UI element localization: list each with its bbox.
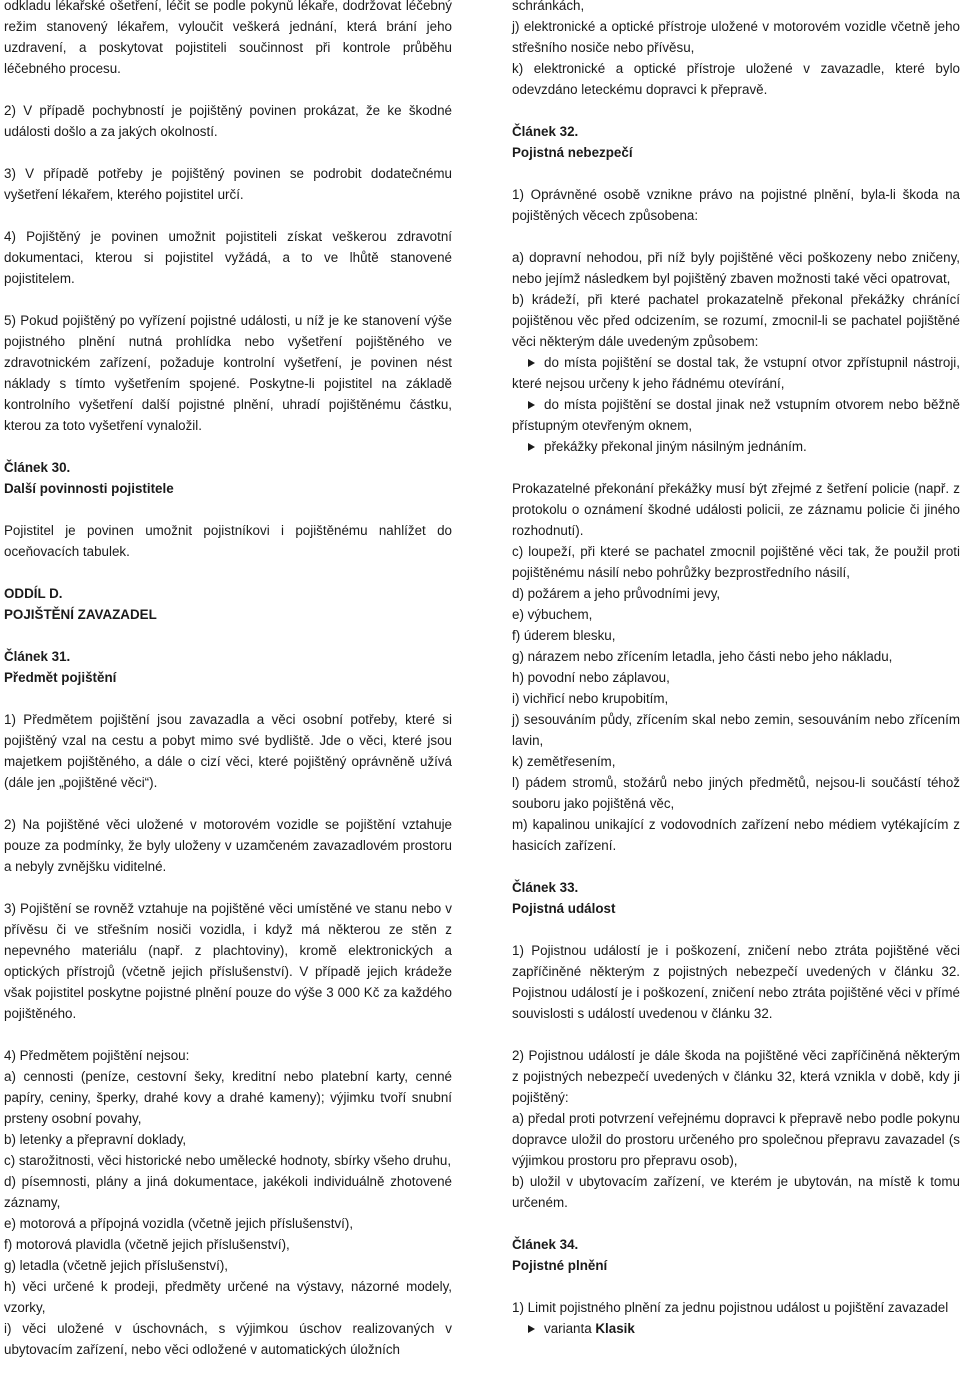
- article-number: Článek 32.: [512, 124, 579, 139]
- article-title: Předmět pojištění: [4, 670, 117, 685]
- list-item: h) věci určené k prodeji, předměty určené na výstavy, názorné modely, vzorky,: [4, 1279, 452, 1315]
- list-item: b) letenky a přepravní doklady,: [4, 1132, 187, 1147]
- list-item: m) kapalinou unikající z vodovodních zařízení nebo médiem vytékajícím z hasicích zařízení.: [512, 817, 960, 853]
- triangle-bullet-icon: [528, 1325, 535, 1333]
- list-item: i) věci uložené v úschovnách, s výjimkou úschov realizovaných v ubytovacím zařízení, nebo věci odložené v automatických úložních: [4, 1321, 452, 1357]
- list-item: a) dopravní nehodou, při níž byly pojištěné věci poškozeny nebo zničeny, nebo jejímž následkem byl pojištěný zbaven možnosti také věci opatrovat,: [512, 250, 960, 286]
- bullet-item: [512, 352, 960, 394]
- list-item: g) nárazem nebo zřícením letadla, jeho části nebo jeho nákladu,: [512, 649, 893, 664]
- list-item: f) úderem blesku,: [512, 628, 616, 643]
- paragraph: 1) Předmětem pojištění jsou zavazadla a věci osobní potřeby, které si pojištěný vzal na cestu a pobyt mimo své bydliště. Jde o věci, které jsou majetkem pojištěného, a dále o cizí věci, které pojištěný oprávněně užívá (dále jen „pojištěné věci“).: [4, 712, 452, 790]
- paragraph: 2) Pojistnou událostí je dále škoda na pojištěné věci zapříčiněná některým z pojistných nebezpečí uvedených v článku 32, která vznikla v době, kdy ji pojištěný:: [512, 1048, 960, 1105]
- article-title: Pojistná událost: [512, 901, 616, 916]
- paragraph: 2) Na pojištěné věci uložené v motorovém vozidle se pojištění vztahuje pouze za podmínky, že byly uloženy v uzamčeném zavazadlovém prostoru a nebyly zvnějšku viditelné.: [4, 817, 452, 874]
- bullet-item: [512, 394, 960, 436]
- article-title: Pojistná nebezpečí: [512, 145, 633, 160]
- list-item: f) motorová plavidla (včetně jejich příslušenství),: [4, 1237, 290, 1252]
- list-item: h) povodní nebo záplavou,: [512, 670, 670, 685]
- list-item: e) motorová a přípojná vozidla (včetně jejich příslušenství),: [4, 1216, 354, 1231]
- paragraph: 1) Oprávněné osobě vznikne právo na pojistné plnění, byla-li škoda na pojištěných věcech způsobena:: [512, 187, 960, 223]
- list-item: a) cennosti (peníze, cestovní šeky, kreditní nebo platební karty, cenné papíry, ceniny, šperky, drahé kovy a drahé kameny); výjimku tvoří snubní prsteny osobní povahy,: [4, 1069, 452, 1126]
- paragraph: 4) Předmětem pojištění nejsou:: [4, 1048, 190, 1063]
- bullet-text: varianta: [544, 1321, 592, 1336]
- section-number: ODDÍL D.: [4, 586, 63, 601]
- article-number: Článek 31.: [4, 649, 71, 664]
- paragraph: Prokazatelné překonání překážky musí být zřejmé z šetření policie (např. z protokolu o oznámení škodné události policii, ze záznamu policie či jiného rozhodnutí).: [512, 481, 960, 538]
- triangle-bullet-icon: [528, 359, 535, 367]
- list-item: j) sesouváním půdy, zřícením skal nebo zemin, sesouváním nebo zřícením lavin,: [512, 712, 960, 748]
- list-item: e) výbuchem,: [512, 607, 593, 622]
- article-title: Pojistné plnění: [512, 1258, 608, 1273]
- article-number: Článek 34.: [512, 1237, 579, 1252]
- triangle-bullet-icon: [528, 401, 535, 409]
- paragraph: 3) Pojištění se rovněž vztahuje na pojištěné věci umístěné ve stanu nebo v přívěsu či ve střešním nosiči vozidla, i když má některou ze stěn z nepevného materiálu (např. z plachtoviny), kromě elektronických a optických přístrojů (včetně jejich příslušenství). V případě jejich krádeže však pojistitel poskytne pojistné plnění pouze do výše 3 000 Kč za každého pojištěného.: [4, 901, 452, 1021]
- article-title: Další povinnosti pojistitele: [4, 481, 174, 496]
- paragraph: 3) V případě potřeby je pojištěný povinen se podrobit dodatečnému vyšetření lékařem, kterého pojistitel určí.: [4, 166, 452, 202]
- list-item: b) uložil v ubytovacím zařízení, ve kterém je ubytován, na místě k tomu určeném.: [512, 1174, 960, 1210]
- list-item: g) letadla (včetně jejich příslušenství),: [4, 1258, 229, 1273]
- paragraph: 5) Pokud pojištěný po vyřízení pojistné události, u níž je ke stanovení výše pojistného plnění nutná prohlídka nebo vyšetření pojištěného ve zdravotnickém zařízení, požaduje kontrolní vyšetření, je povinen nést náklady s tímto vyšetřením spojené. Poskytne-li pojistitel na základě kontrolního vyšetření další pojistné plnění, uhradí pojištěnému částku, kterou za toto vyšetření vynaložil.: [4, 313, 452, 433]
- list-item: i) vichřicí nebo krupobitím,: [512, 691, 669, 706]
- list-item: d) požárem a jeho průvodními jevy,: [512, 586, 721, 601]
- paragraph: schránkách,: [512, 0, 585, 13]
- article-number: Článek 33.: [512, 880, 579, 895]
- list-item: k) zemětřesením,: [512, 754, 616, 769]
- variant-name: Klasik: [595, 1321, 635, 1336]
- list-item: c) loupeží, při které se pachatel zmocnil pojištěné věci tak, že použil proti pojištěnému násilí nebo pohrůžky bezprostředního násilí,: [512, 544, 960, 580]
- list-item: a) předal proti potvrzení veřejnému dopravci k přepravě nebo podle pokynu dopravce uložil do prostoru určeného pro společnou přepravu zavazadel (s výjimkou prostoru pro přepravu osob),: [512, 1111, 960, 1168]
- list-item: b) krádeží, při které pachatel prokazatelně překonal překážky chránící pojištěnou věc před odcizením, se rozumí, zmocnil-li se pachatel pojištěné věci některým dále uvedeným způsobem:: [512, 292, 960, 349]
- bullet-text: překážky překonal jiným násilným jednáním.: [544, 439, 807, 454]
- list-item: l) pádem stromů, stožárů nebo jiných předmětů, nejsou-li součástí téhož souboru jako pojištěná věc,: [512, 775, 960, 811]
- article-number: Článek 30.: [4, 460, 71, 475]
- left-column: [4, 0, 452, 1360]
- paragraph: 4) Pojištěný je povinen umožnit pojistiteli získat veškerou zdravotní dokumentaci, kterou si pojistitel vyžádá, a to ve lhůtě stanovené pojistitelem.: [4, 229, 452, 286]
- list-item: d) písemnosti, plány a jiná dokumentace, jakékoli individuálně zhotovené záznamy,: [4, 1174, 452, 1210]
- bullet-item: [512, 1318, 960, 1339]
- section-title: POJIŠTĚNÍ ZAVAZADEL: [4, 607, 157, 622]
- bullet-text: do místa pojištění se dostal jinak než vstupním otvorem nebo běžně přístupným otevřeným oknem,: [512, 397, 960, 433]
- paragraph: 2) V případě pochybností je pojištěný povinen prokázat, že ke škodné události došlo a za jakých okolností.: [4, 103, 452, 139]
- triangle-bullet-icon: [528, 443, 535, 451]
- list-item: c) starožitnosti, věci historické nebo umělecké hodnoty, sbírky všeho druhu,: [4, 1153, 452, 1168]
- paragraph: 1) Limit pojistného plnění za jednu pojistnou událost u pojištění zavazadel: [512, 1300, 949, 1315]
- list-item: j) elektronické a optické přístroje uložené v motorovém vozidle včetně jeho střešního nosiče nebo přívěsu,: [512, 19, 960, 55]
- bullet-item: [512, 436, 960, 457]
- paragraph: Pojistitel je povinen umožnit pojistníkovi i pojištěnému nahlížet do oceňovacích tabulek.: [4, 523, 452, 559]
- right-column: [512, 0, 960, 1339]
- paragraph: odkladu lékařské ošetření, léčit se podle pokynů lékaře, dodržovat léčebný režim stanovený lékařem, vyloučit veškerá jednání, která brání jeho uzdravení, a poskytovat pojistiteli součinnost při kontrole průběhu léčebného procesu.: [4, 0, 452, 76]
- list-item: k) elektronické a optické přístroje uložené v zavazadle, které bylo odevzdáno leteckému dopravci k přepravě.: [512, 61, 960, 97]
- paragraph: 1) Pojistnou událostí je i poškození, zničení nebo ztráta pojištěné věci zapříčiněné některým z pojistných nebezpečí uvedených v článku 32. Pojistnou událostí je i poškození, zničení nebo ztráta pojištěné věci v přímé souvislosti s událostí uvedenou v článku 32.: [512, 943, 960, 1021]
- bullet-text: do místa pojištění se dostal tak, že vstupní otvor zpřístupnil nástroji, které nejsou určeny k jeho řádnému otevírání,: [512, 355, 960, 391]
